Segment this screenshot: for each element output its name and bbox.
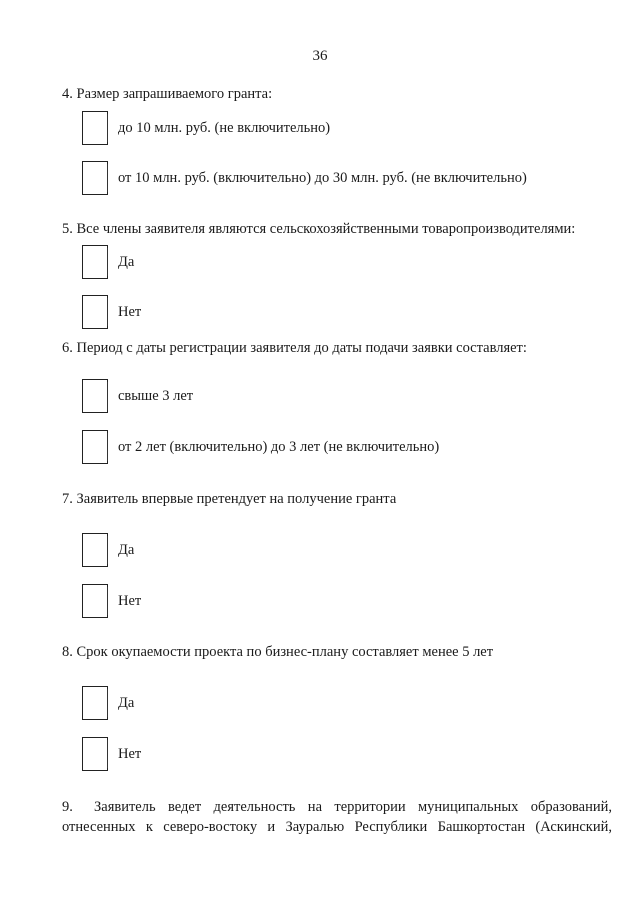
question-6-number: 6. bbox=[62, 340, 73, 356]
checkbox[interactable] bbox=[82, 161, 108, 195]
option-label: до 10 млн. руб. (не включительно) bbox=[118, 119, 331, 136]
question-7-text: Заявитель впервые претендует на получение гранта bbox=[76, 491, 397, 507]
option-q5-no[interactable] bbox=[82, 294, 141, 330]
checkbox[interactable] bbox=[82, 686, 108, 720]
question-5-number: 5. bbox=[62, 221, 73, 237]
checkbox[interactable] bbox=[82, 430, 108, 464]
question-5-text: Все члены заявителя являются сельскохозяйственными товаропроизводителями: bbox=[76, 221, 576, 237]
option-q8-no[interactable] bbox=[82, 736, 141, 772]
question-9-line-1 bbox=[62, 797, 612, 817]
checkbox[interactable] bbox=[82, 111, 108, 145]
option-q7-yes[interactable] bbox=[82, 532, 134, 568]
option-q4-2[interactable] bbox=[82, 160, 527, 196]
checkbox[interactable] bbox=[82, 379, 108, 413]
question-9-text-2: отнесенных к северо-востоку и Зауралью Республики Башкортостан (Аскинский, bbox=[62, 819, 612, 835]
question-6-text: Период с даты регистрации заявителя до даты подачи заявки составляет: bbox=[76, 340, 527, 356]
option-q5-yes[interactable] bbox=[82, 244, 134, 280]
option-q6-1[interactable] bbox=[82, 378, 193, 414]
page-number: 36 bbox=[312, 48, 328, 64]
question-5 bbox=[62, 221, 575, 238]
option-label: Да bbox=[118, 541, 135, 558]
checkbox[interactable] bbox=[82, 245, 108, 279]
question-4 bbox=[62, 86, 272, 103]
option-label: Нет bbox=[118, 745, 142, 762]
option-label: Да bbox=[118, 253, 135, 270]
checkbox[interactable] bbox=[82, 584, 108, 618]
checkbox[interactable] bbox=[82, 737, 108, 771]
option-label: Да bbox=[118, 694, 135, 711]
question-4-text: Размер запрашиваемого гранта: bbox=[76, 86, 273, 102]
option-q6-2[interactable] bbox=[82, 429, 439, 465]
option-q7-no[interactable] bbox=[82, 583, 141, 619]
option-q4-1[interactable] bbox=[82, 110, 330, 146]
question-4-number: 4. bbox=[62, 86, 73, 102]
option-label: Нет bbox=[118, 303, 142, 320]
question-6 bbox=[62, 340, 527, 357]
checkbox[interactable] bbox=[82, 533, 108, 567]
question-7-number: 7. bbox=[62, 491, 73, 507]
question-8-number: 8. bbox=[62, 644, 73, 660]
option-label: свыше 3 лет bbox=[118, 387, 194, 404]
question-9-number: 9. bbox=[62, 799, 73, 815]
question-9-line-2 bbox=[62, 817, 612, 837]
question-9-text-1: Заявитель ведет деятельность на территории муниципальных образований, bbox=[94, 799, 612, 815]
question-8 bbox=[62, 644, 493, 661]
option-label: от 2 лет (включительно) до 3 лет (не включительно) bbox=[118, 438, 440, 455]
option-label: Нет bbox=[118, 592, 142, 609]
question-8-text: Срок окупаемости проекта по бизнес-плану составляет менее 5 лет bbox=[76, 644, 494, 660]
checkbox[interactable] bbox=[82, 295, 108, 329]
option-label: от 10 млн. руб. (включительно) до 30 млн. руб. (не включительно) bbox=[118, 169, 527, 186]
question-7 bbox=[62, 491, 396, 508]
option-q8-yes[interactable] bbox=[82, 685, 134, 721]
